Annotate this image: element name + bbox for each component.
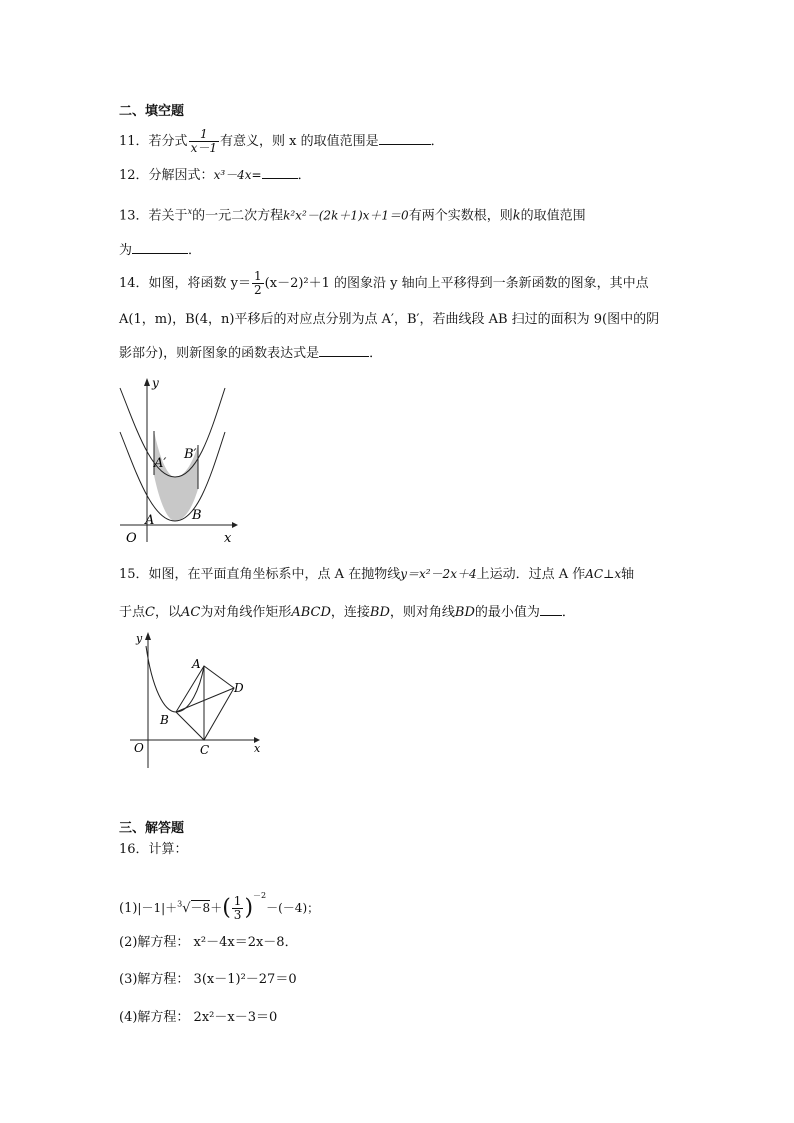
answer-blank[interactable] [262,167,298,179]
question-text: 分解因式： [148,168,214,183]
label-b: B [192,508,202,523]
label-b-prime: B′ [184,447,197,462]
question-15 [119,566,634,583]
question-text: 的一元二次方程 [192,208,284,224]
math-variable: x [187,207,193,216]
question-12 [119,167,311,184]
fraction [252,270,264,297]
label-x: x [224,531,232,546]
fraction-numerator: 1 [254,269,262,283]
parabola [146,646,204,712]
left-paren-icon: ( [222,895,231,921]
fraction-denominator: x－1 [190,141,217,155]
exponent: －2 [253,891,267,900]
question-text: 若关于 [148,208,188,224]
question-text: (x－2)²＋1 的图象沿 y 轴向上平移得到一条新函数的图象，其中点 [264,276,649,291]
question-14-line-2: A(1，m)，B(4，n)平移后的对应点分别为点 A′，B′，若曲线段 AB 扫过的面积为 9(图中的阴 [119,312,660,327]
question-13 [119,204,586,224]
math-expression: ＋ [210,901,223,915]
question-text: 的最小值为 [474,605,540,620]
part-label: (1) [119,901,138,916]
punctuation: ． [430,134,444,149]
math-expression: k²x²－(2k＋1)x＋1＝0 [283,208,409,223]
answer-blank[interactable] [319,345,369,357]
question-14 [119,270,649,297]
section-title-solve: 三、解答题 [119,821,185,836]
fraction-numerator: 1 [233,894,242,908]
fraction [232,895,244,922]
question-text: 为对角线作矩形 [200,605,292,620]
label-o: O [134,741,144,755]
diagonal-bd [176,688,234,712]
question-text: 若分式 [148,134,188,149]
question-text: 上运动．过点 A 作 [476,567,586,582]
question-text: 计算： [148,842,188,857]
question-number: 14． [119,276,149,291]
label-x: x [254,742,261,755]
fraction [189,128,219,155]
punctuation: ． [369,346,383,361]
punctuation: ． [188,243,202,258]
fraction-denominator: 2 [254,283,262,297]
root-index: 3 [177,899,183,909]
answer-blank[interactable] [132,242,188,254]
q16-part-4: (4)解方程： 2x²－x－3＝0 [119,1010,278,1025]
question-text: 如图，在平面直角坐标系中，点 A 在抛物线 [148,567,401,582]
question-text: 于点 [119,605,146,620]
answer-blank[interactable] [540,604,562,616]
math-variable: k [512,208,521,224]
punctuation: ． [297,168,311,183]
y-axis-arrow [145,632,151,640]
math-expression: |－1|＋ [137,901,178,915]
question-number: 12． [119,168,149,183]
math-expression: y＝x²－2x＋4 [400,567,477,581]
shifted-parabola [120,388,225,477]
q16-part-1 [119,886,319,922]
math-expression: x³－4x= [213,168,262,182]
q16-part-2: (2)解方程： x²－4x＝2x－8． [119,935,298,950]
question-text: 有两个实数根，则 [408,208,513,224]
question-number: 11． [119,134,149,149]
label-o: O [126,531,137,546]
rectangle-abcd [176,666,234,740]
q14-figure [112,372,242,548]
fraction-numerator: 1 [189,128,219,142]
fraction-denominator: 3 [233,908,242,922]
question-number: 16． [119,842,149,857]
math-expression: －(－4)； [266,901,320,915]
question-11 [119,128,444,155]
question-text: 的取值范围 [520,208,586,224]
label-y: y [152,376,159,390]
question-16 [119,842,188,858]
question-text: 影部分)，则新图象的函数表达式是 [119,346,320,361]
question-text: 如图，将函数 y＝ [148,276,252,291]
label-y: y [136,632,143,645]
y-axis-arrow [144,378,150,386]
question-text: ，连接 [330,605,370,620]
math-variable: ABCD [291,605,331,620]
label-d: D [234,681,244,695]
math-variable: C [145,605,155,620]
q16-part-3: (3)解方程： 3(x－1)²－27＝0 [119,972,297,987]
label-a-prime: A′ [154,456,167,471]
math-variable: AC [180,605,201,620]
label-b: B [160,713,169,727]
label-c: C [200,743,210,757]
question-number: 15． [119,567,149,582]
question-text: 为 [119,243,133,258]
right-paren-icon: ) [244,895,254,921]
label-a: A [192,657,201,671]
q15-figure [122,628,272,774]
radicand: －8 [190,901,211,915]
radical-icon: √ [182,901,191,916]
math-variable: BD [369,605,390,620]
math-expression: AC⊥x [585,567,622,581]
question-text: ，以 [154,605,181,620]
question-13-line-2 [119,242,201,259]
question-text: 有意义，则 x 的取值范围是 [219,134,379,149]
answer-blank[interactable] [379,133,431,145]
section-title-fill-blank: 二、填空题 [119,104,185,119]
question-15-line-2 [119,604,575,621]
punctuation: ． [561,605,575,620]
math-variable: BD [454,605,475,620]
question-14-line-3 [119,345,382,362]
question-text: ，则对角线 [389,605,455,620]
x-axis-arrow [232,522,238,528]
label-a: A [145,513,155,528]
question-text: 轴 [621,567,635,582]
question-number: 13． [119,208,149,224]
